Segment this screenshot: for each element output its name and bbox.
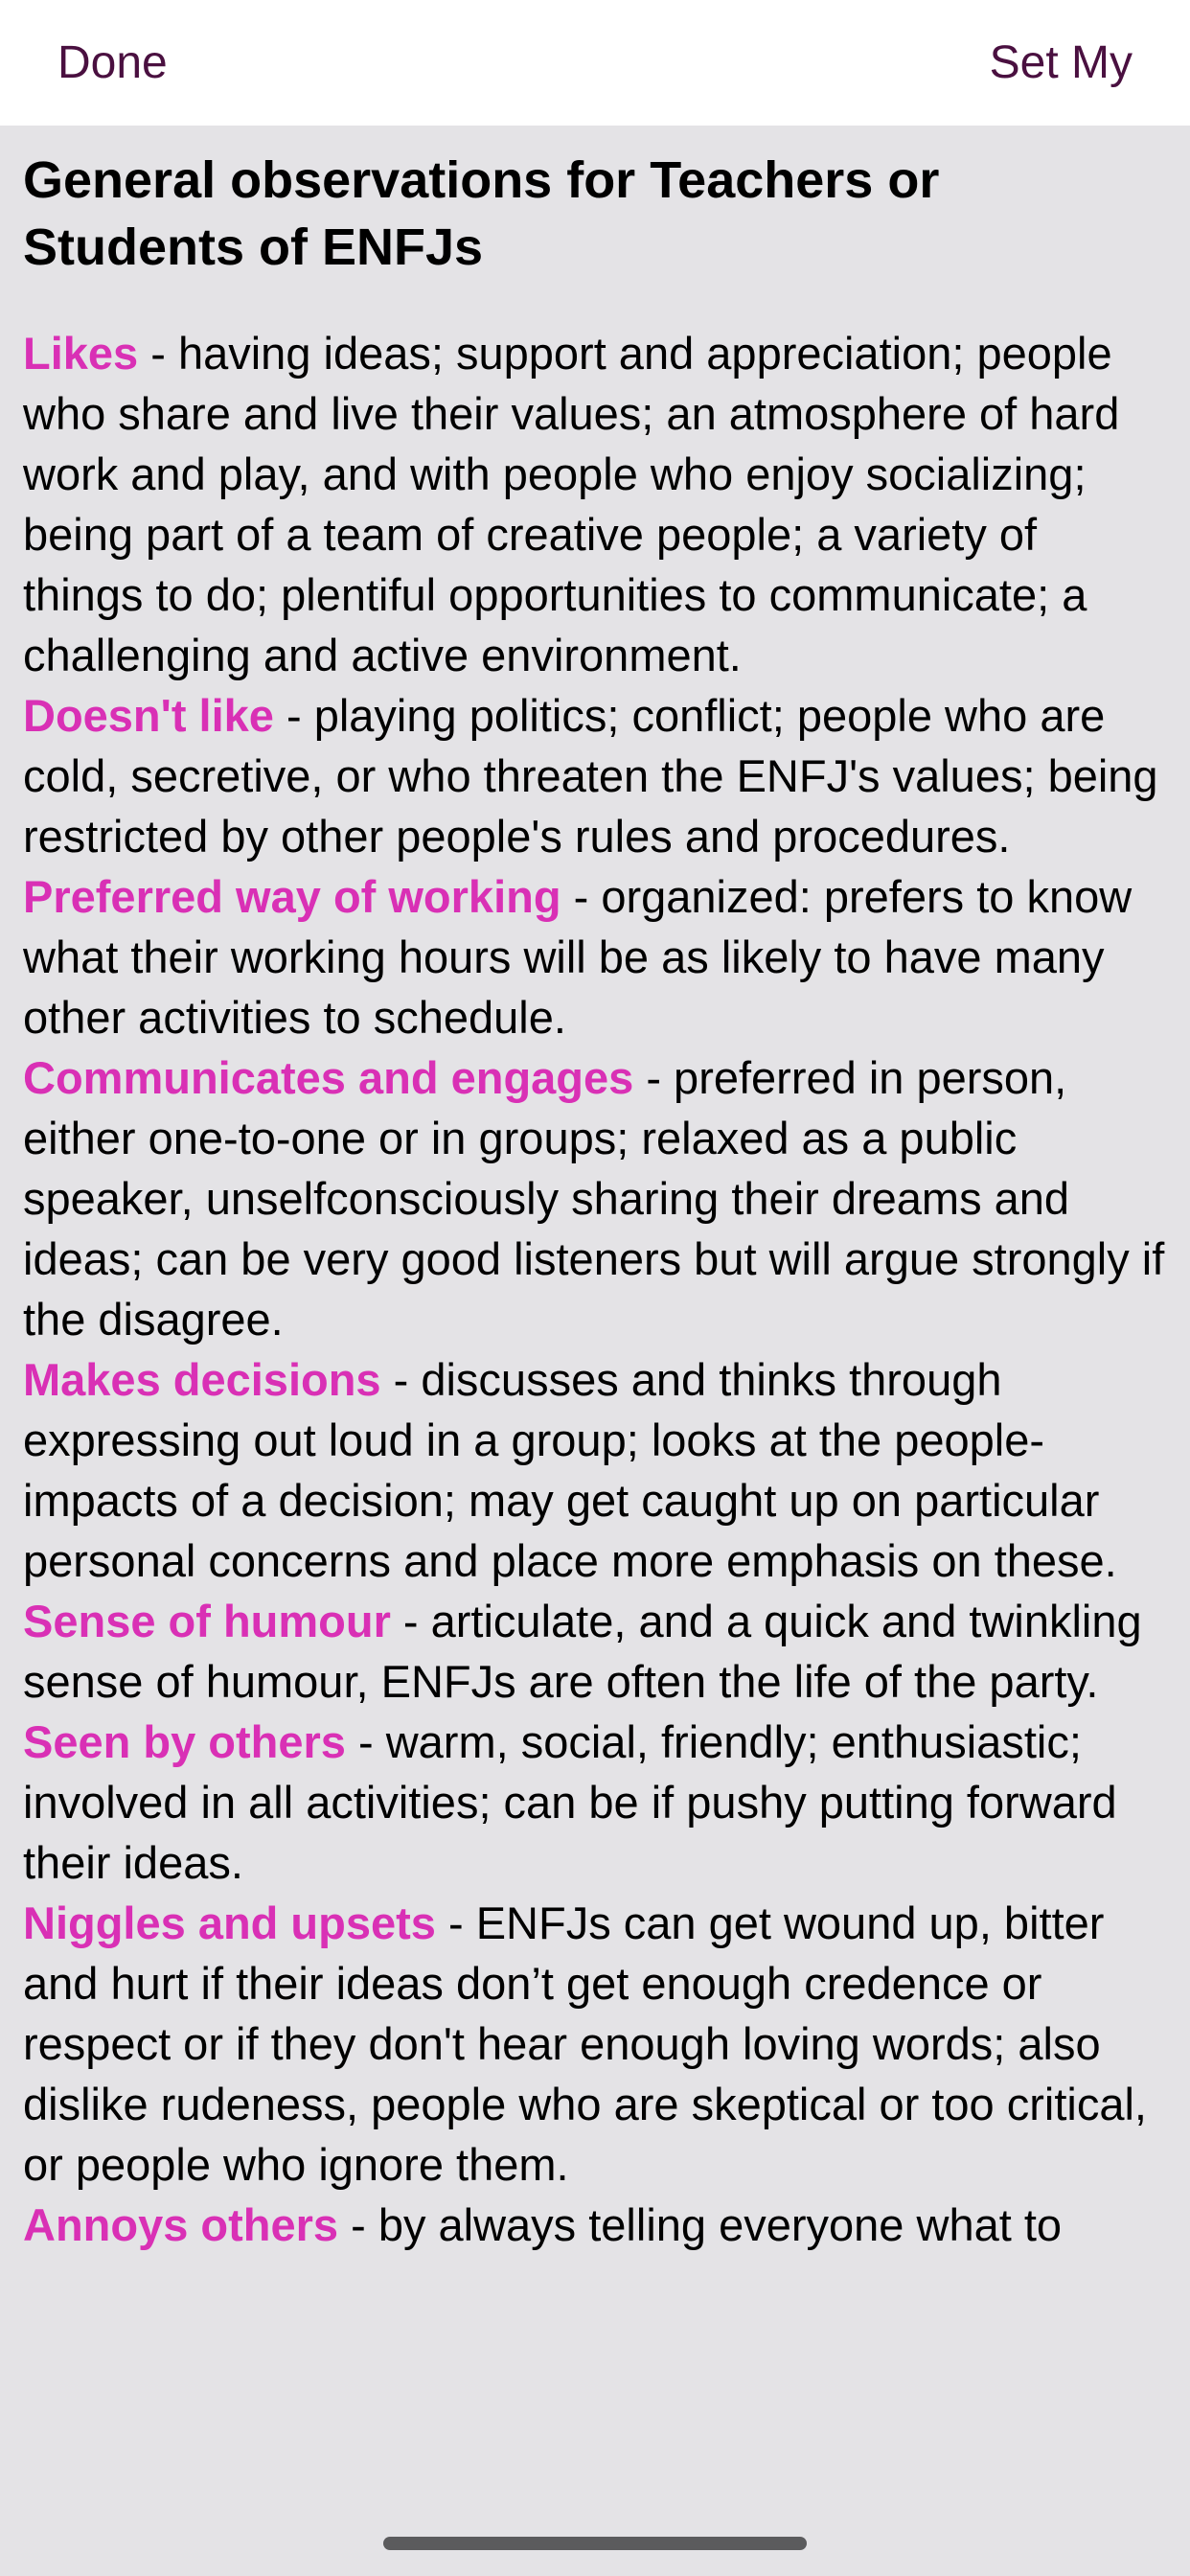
entry-term: Doesn't like	[23, 690, 274, 741]
content-scroll-area[interactable]	[0, 126, 1190, 2473]
entry-text: - warm, social, friendly; enthusiastic; involved in all activities; can be if pushy putting forward their ideas.	[23, 1716, 1117, 1888]
page-title: General observations for Teachers or Students of ENFJs	[23, 151, 940, 276]
entry-sense-of-humour	[23, 1591, 1167, 1712]
entry-doesnt-like	[23, 685, 1167, 866]
entry-text: - discusses and thinks through expressing out loud in a group; looks at the people-impacts of a decision; may get caught up on particular personal concerns and place more emphasis on these.	[23, 1354, 1117, 1586]
entry-term: Communicates and engages	[23, 1052, 634, 1103]
entry-text: - ENFJs can get wound up, bitter and hurt if their ideas don’t get enough credence or respect or if they don't hear enough loving words; also dislike rudeness, people who are skeptical or too critical, or people who ignore them.	[23, 1898, 1147, 2190]
entry-text: - playing politics; conflict; people who are cold, secretive, or who threaten the ENFJ's values; being restricted by other people's rules and procedures.	[23, 690, 1158, 862]
done-button[interactable]: Done	[57, 37, 168, 88]
set-my-button[interactable]: Set My	[989, 37, 1133, 88]
entry-text: - organized: prefers to know what their working hours will be as likely to have many other activities to schedule.	[23, 871, 1133, 1043]
entry-text: - preferred in person, either one-to-one or in groups; relaxed as a public speaker, unselfconsciously sharing their dreams and ideas; can be very good listeners but will argue strongly if the disagree.	[23, 1052, 1165, 1345]
entry-text: - by always telling everyone what to	[338, 2199, 1063, 2250]
entry-term: Seen by others	[23, 1716, 346, 1767]
entry-niggles-and-upsets	[23, 1893, 1167, 2195]
entry-term: Niggles and upsets	[23, 1898, 436, 1948]
entry-term: Makes decisions	[23, 1354, 381, 1405]
navigation-bar	[0, 0, 1190, 126]
entry-term: Annoys others	[23, 2199, 339, 2250]
entry-text: - articulate, and a quick and twinkling sense of humour, ENFJs are often the life of the party.	[23, 1596, 1142, 1707]
entry-preferred-way-of-working	[23, 866, 1167, 1047]
entry-term: Likes	[23, 328, 139, 379]
observations-list	[23, 323, 1167, 2255]
entry-communicates-and-engages	[23, 1047, 1167, 1349]
home-indicator[interactable]	[383, 2537, 807, 2550]
entry-term: Preferred way of working	[23, 871, 561, 922]
entry-text: - having ideas; support and appreciation; people who share and live their values; an atmosphere of hard work and play, and with people who enjoy socializing; being part of a team of creative people; a variety of things to do; plentiful opportunities to communicate; a challenging and active environment.	[23, 328, 1120, 680]
entry-likes	[23, 323, 1167, 685]
entry-annoys-others	[23, 2195, 1167, 2255]
entry-makes-decisions	[23, 1349, 1167, 1591]
entry-seen-by-others	[23, 1712, 1167, 1893]
entry-term: Sense of humour	[23, 1596, 391, 1646]
